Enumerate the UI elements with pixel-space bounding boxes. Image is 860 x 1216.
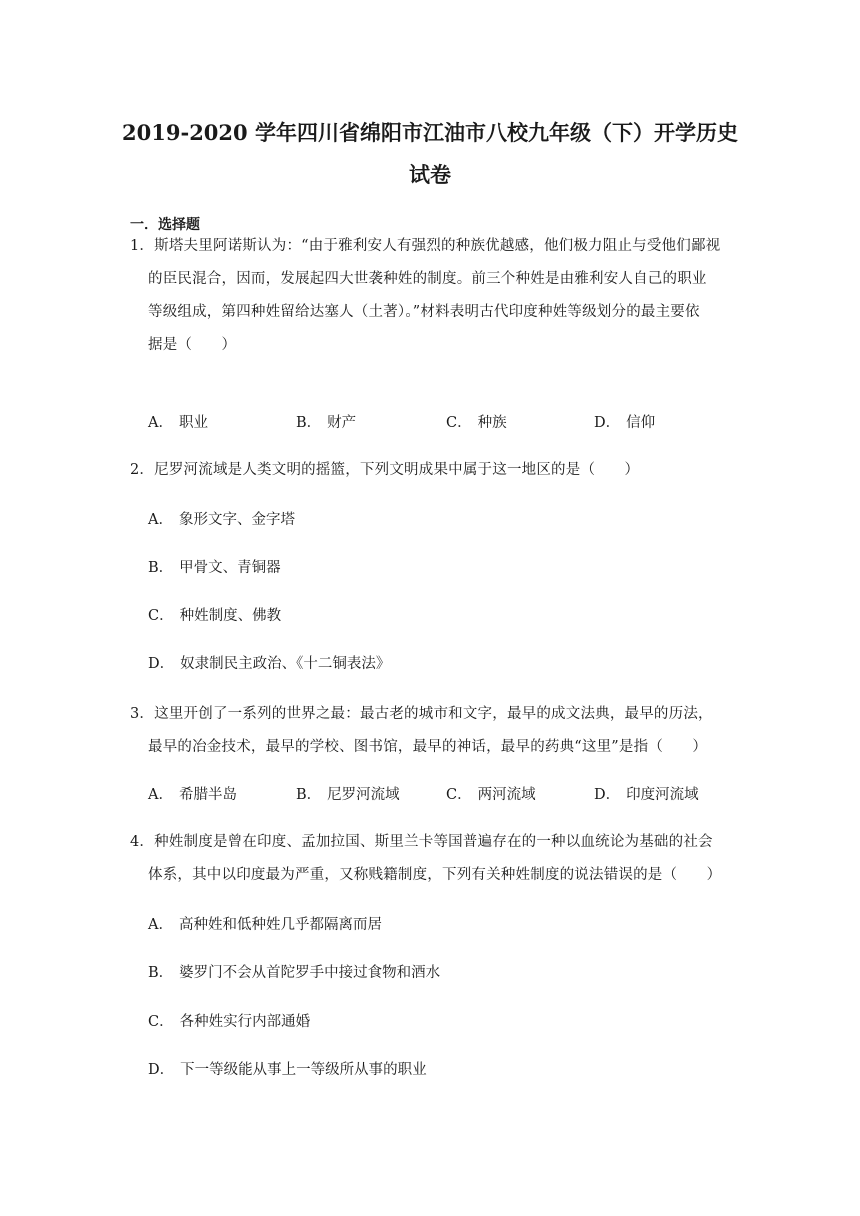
option-d[interactable] xyxy=(148,1059,427,1081)
option-text: 财产 xyxy=(327,415,357,431)
option-text: 象形文字、金字塔 xyxy=(178,512,295,528)
option-text: 下一等级能从事上一等级所从事的职业 xyxy=(180,1062,427,1078)
option-text: 职业 xyxy=(178,415,208,431)
question-text-line: 体系，其中以印度最为严重，又称贱籍制度，下列有关种姓制度的说法错误的是（ ） xyxy=(148,867,722,883)
option-a[interactable] xyxy=(148,412,208,434)
option-d[interactable] xyxy=(594,784,699,806)
option-c[interactable] xyxy=(446,412,507,434)
question-text-line: 据是（ ） xyxy=(148,337,237,353)
question-text-line: 尼罗河流域是人类文明的摇篮，下列文明成果中属于这一地区的是（ ） xyxy=(154,462,640,478)
option-a[interactable] xyxy=(148,914,382,936)
option-c[interactable] xyxy=(446,784,536,806)
question-number: 2． xyxy=(130,462,155,478)
question-text-line: 这里开创了一系列的世界之最：最古老的城市和文字，最早的成文法典，最早的历法， xyxy=(154,706,713,722)
question-1 xyxy=(130,230,730,362)
option-c[interactable] xyxy=(148,605,281,627)
question-text-line: 等级组成，第四种姓留给达塞人（土著）。”材料表明古代印度种姓等级划分的最主要依 xyxy=(148,304,700,320)
question-4 xyxy=(130,826,730,892)
option-letter: A． xyxy=(148,512,173,528)
question-number: 3． xyxy=(130,706,155,722)
question-text-line: 的臣民混合，因而，发展起四大世袭种姓的制度。前三个种姓是由雅利安人自己的职业 xyxy=(148,271,707,287)
option-letter: D． xyxy=(148,656,175,672)
question-number: 4． xyxy=(130,834,155,850)
option-letter: B． xyxy=(148,560,174,576)
section-heading: 一．选择题 xyxy=(130,217,200,233)
option-letter: D． xyxy=(594,415,621,431)
option-text: 各种姓实行内部通婚 xyxy=(179,1014,311,1030)
question-3 xyxy=(130,698,730,764)
document-title-line-1: 2019-2020 学年四川省绵阳市江油市八校九年级（下）开学历史 xyxy=(122,120,738,145)
option-letter: A． xyxy=(148,787,173,803)
option-c[interactable] xyxy=(148,1011,310,1033)
option-letter: C． xyxy=(148,1014,174,1030)
option-letter: C． xyxy=(446,415,472,431)
option-text: 两河流域 xyxy=(477,787,536,803)
option-letter: A． xyxy=(148,917,173,933)
question-text-line: 斯塔夫里阿诺斯认为：“由于雅利安人有强烈的种族优越感，他们极力阻止与受他们鄙视 xyxy=(154,238,721,254)
option-text: 婆罗门不会从首陀罗手中接过食物和酒水 xyxy=(179,965,441,981)
option-text: 尼罗河流域 xyxy=(327,787,400,803)
option-text: 种姓制度、佛教 xyxy=(179,608,282,624)
option-letter: B． xyxy=(148,965,174,981)
option-letter: B． xyxy=(296,787,322,803)
option-text: 奴隶制民主政治、《十二铜表法》 xyxy=(180,656,391,672)
option-text: 希腊半岛 xyxy=(178,787,237,803)
document-title-line-2: 试卷 xyxy=(409,162,451,187)
option-b[interactable] xyxy=(148,962,440,984)
question-text-line: 最早的冶金技术，最早的学校、图书馆，最早的神话，最早的药典“这里”是指（ ） xyxy=(148,739,708,755)
option-letter: C． xyxy=(446,787,472,803)
option-letter: C． xyxy=(148,608,174,624)
option-text: 种族 xyxy=(477,415,507,431)
option-a[interactable] xyxy=(148,509,295,531)
option-text: 信仰 xyxy=(626,415,656,431)
option-d[interactable] xyxy=(594,412,655,434)
question-2 xyxy=(130,454,730,487)
option-letter: D． xyxy=(148,1062,175,1078)
option-text: 印度河流域 xyxy=(626,787,699,803)
option-letter: D． xyxy=(594,787,621,803)
option-a[interactable] xyxy=(148,784,237,806)
question-text-line: 种姓制度是曾在印度、孟加拉国、斯里兰卡等国普遍存在的一种以血统论为基础的社会 xyxy=(154,834,713,850)
option-b[interactable] xyxy=(296,784,400,806)
option-letter: B． xyxy=(296,415,322,431)
option-text: 高种姓和低种姓几乎都隔离而居 xyxy=(178,917,382,933)
option-b[interactable] xyxy=(148,557,281,579)
option-letter: A． xyxy=(148,415,173,431)
option-d[interactable] xyxy=(148,653,390,675)
option-b[interactable] xyxy=(296,412,356,434)
question-number: 1． xyxy=(130,238,155,254)
option-text: 甲骨文、青铜器 xyxy=(179,560,281,576)
